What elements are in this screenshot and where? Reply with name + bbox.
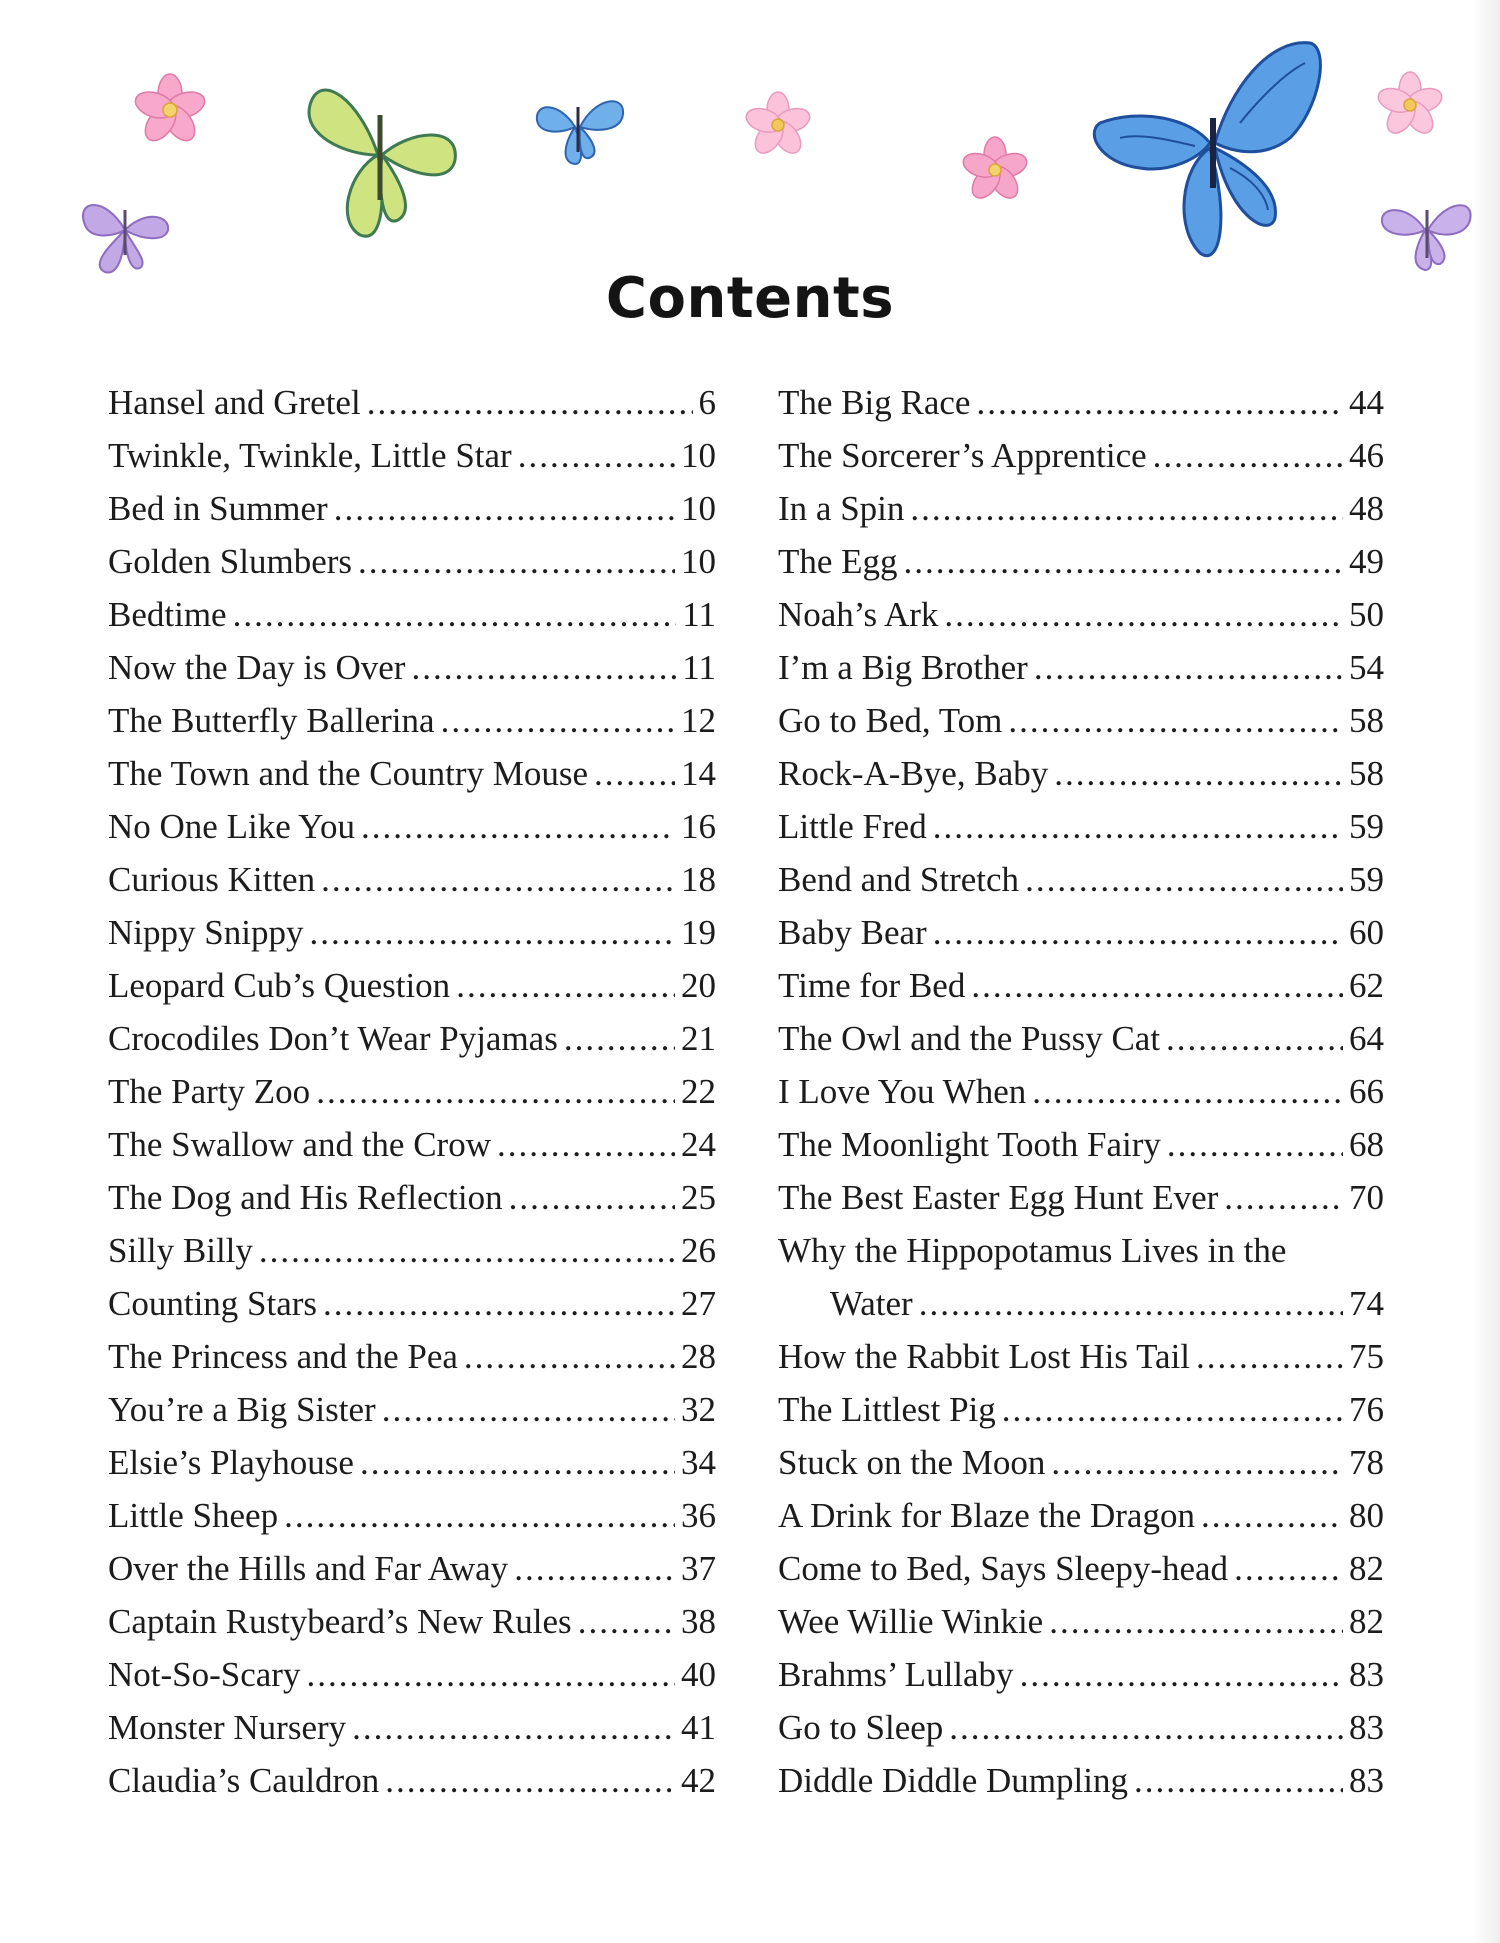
- dot-leader: [594, 747, 675, 800]
- toc-entry: [778, 1542, 1384, 1595]
- dot-leader: [233, 588, 677, 641]
- toc-entry: [108, 641, 716, 694]
- toc-entry-title: Diddle Diddle Dumpling: [778, 1761, 1128, 1800]
- dot-leader: [971, 959, 1343, 1012]
- toc-entry-title: The Butterfly Ballerina: [108, 701, 435, 740]
- toc-entry: [778, 1171, 1384, 1224]
- toc-entry-title: Curious Kitten: [108, 860, 316, 899]
- toc-entry-title: Bedtime: [108, 595, 227, 634]
- contents-column-right: [778, 376, 1384, 1807]
- dot-leader: [1134, 1754, 1343, 1807]
- toc-entry-title: The Best Easter Egg Hunt Ever: [778, 1178, 1219, 1217]
- toc-entry: [778, 1065, 1384, 1118]
- toc-entry-page: 62: [1349, 966, 1384, 1005]
- toc-entry: [778, 1330, 1384, 1383]
- toc-entry-page: 58: [1349, 701, 1384, 740]
- toc-entry-page: 24: [681, 1125, 716, 1164]
- toc-entry-page: 21: [681, 1019, 716, 1058]
- dot-leader: [1054, 747, 1343, 800]
- toc-entry-title: Crocodiles Don’t Wear Pyjamas: [108, 1019, 558, 1058]
- toc-entry: [108, 694, 716, 747]
- toc-entry-title: Little Fred: [778, 807, 927, 846]
- toc-entry-title: Why the Hippopotamus Lives in the: [778, 1231, 1287, 1270]
- toc-entry-page: 83: [1349, 1655, 1384, 1694]
- toc-entry-title: Rock-A-Bye, Baby: [778, 754, 1049, 793]
- dot-leader: [1049, 1595, 1343, 1648]
- toc-entry-title: The Littlest Pig: [778, 1390, 996, 1429]
- dot-leader: [309, 906, 675, 959]
- dot-leader: [1224, 1171, 1343, 1224]
- dot-leader: [1032, 1065, 1343, 1118]
- toc-entry: [108, 959, 716, 1012]
- toc-entry-page: 68: [1349, 1125, 1384, 1164]
- toc-entry: [108, 376, 716, 429]
- toc-entry: [778, 1224, 1384, 1277]
- toc-entry: [778, 429, 1384, 482]
- toc-entry: [108, 1542, 716, 1595]
- dot-leader: [323, 1277, 675, 1330]
- toc-entry-page: 18: [681, 860, 716, 899]
- toc-entry-title: The Swallow and the Crow: [108, 1125, 491, 1164]
- toc-entry: [108, 535, 716, 588]
- toc-entry-page: 82: [1349, 1549, 1384, 1588]
- toc-entry-title: Captain Rustybeard’s New Rules: [108, 1602, 572, 1641]
- dot-leader: [976, 376, 1343, 429]
- toc-entry: [108, 747, 716, 800]
- toc-entry: [778, 1436, 1384, 1489]
- dot-leader: [497, 1118, 675, 1171]
- toc-entry-title: Counting Stars: [108, 1284, 318, 1323]
- dot-leader: [904, 535, 1343, 588]
- toc-entry-page: 80: [1349, 1496, 1384, 1535]
- toc-entry-page: 37: [681, 1549, 716, 1588]
- toc-entry-page: 59: [1349, 807, 1384, 846]
- dot-leader: [919, 1277, 1343, 1330]
- toc-entry-title: Brahms’ Lullaby: [778, 1655, 1014, 1694]
- toc-entry: [108, 906, 716, 959]
- toc-entry-title: Elsie’s Playhouse: [108, 1443, 354, 1482]
- dot-leader: [382, 1383, 675, 1436]
- toc-entry: [108, 800, 716, 853]
- toc-entry: [108, 1701, 716, 1754]
- dot-leader: [1201, 1489, 1343, 1542]
- toc-entry-title: Claudia’s Cauldron: [108, 1761, 380, 1800]
- dot-leader: [1167, 1118, 1343, 1171]
- toc-entry-title: Hansel and Gretel: [108, 383, 361, 422]
- toc-entry-page: 10: [681, 542, 716, 581]
- green-butterfly-icon: [290, 60, 470, 250]
- toc-entry-title: Go to Bed, Tom: [778, 701, 1003, 740]
- toc-entry-title: Not-So-Scary: [108, 1655, 301, 1694]
- pink-flower-icon: [955, 130, 1035, 210]
- dot-leader: [518, 429, 675, 482]
- dot-leader: [385, 1754, 675, 1807]
- toc-entry: [108, 1595, 716, 1648]
- dot-leader: [933, 906, 1343, 959]
- toc-entry: [108, 1330, 716, 1383]
- toc-entry-page: 60: [1349, 913, 1384, 952]
- toc-entry-page: 78: [1349, 1443, 1384, 1482]
- toc-entry-title: Nippy Snippy: [108, 913, 304, 952]
- toc-entry-title: Little Sheep: [108, 1496, 279, 1535]
- dot-leader: [1002, 1383, 1343, 1436]
- dot-leader: [1166, 1012, 1343, 1065]
- toc-entry-title: The Dog and His Reflection: [108, 1178, 503, 1217]
- toc-entry: [108, 1118, 716, 1171]
- toc-entry-page: 32: [681, 1390, 716, 1429]
- dot-leader: [578, 1595, 675, 1648]
- toc-entry-title: The Owl and the Pussy Cat: [778, 1019, 1161, 1058]
- toc-entry-page: 11: [682, 648, 716, 687]
- toc-entry-page: 19: [681, 913, 716, 952]
- toc-entry-page: 20: [681, 966, 716, 1005]
- toc-entry: [778, 1754, 1384, 1807]
- dot-leader: [259, 1224, 675, 1277]
- toc-entry-title: Baby Bear: [778, 913, 927, 952]
- toc-entry-page: 25: [681, 1178, 716, 1217]
- toc-entry-page: 26: [681, 1231, 716, 1270]
- toc-entry-page: 11: [682, 595, 716, 634]
- page-title: Contents: [605, 265, 895, 331]
- toc-entry-title: Water: [830, 1284, 913, 1323]
- toc-entry-title: How the Rabbit Lost His Tail: [778, 1337, 1191, 1376]
- dot-leader: [334, 482, 675, 535]
- toc-entry: [108, 1277, 716, 1330]
- dot-leader: [352, 1701, 675, 1754]
- dot-leader: [514, 1542, 675, 1595]
- toc-entry-page: 70: [1349, 1178, 1384, 1217]
- dot-leader: [358, 535, 675, 588]
- toc-entry-page: 12: [681, 701, 716, 740]
- toc-entry: [108, 1489, 716, 1542]
- dot-leader: [284, 1489, 675, 1542]
- toc-entry-page: 44: [1349, 383, 1384, 422]
- dot-leader: [411, 641, 676, 694]
- pink-flower-icon: [130, 70, 210, 150]
- toc-entry-page: 10: [681, 489, 716, 528]
- dot-leader: [1196, 1330, 1343, 1383]
- toc-entry-title: Bend and Stretch: [778, 860, 1020, 899]
- toc-entry-title: A Drink for Blaze the Dragon: [778, 1496, 1195, 1535]
- toc-entry: [778, 482, 1384, 535]
- toc-entry-page: 27: [681, 1284, 716, 1323]
- toc-entry: [778, 1277, 1384, 1330]
- dot-leader: [944, 588, 1343, 641]
- toc-entry-page: 59: [1349, 860, 1384, 899]
- toc-entry-page: 54: [1349, 648, 1384, 687]
- toc-entry: [778, 800, 1384, 853]
- toc-entry-page: 49: [1349, 542, 1384, 581]
- toc-entry: [108, 1065, 716, 1118]
- toc-entry: [778, 376, 1384, 429]
- contents-column-left: [108, 376, 716, 1807]
- dot-leader: [1234, 1542, 1343, 1595]
- dot-leader: [949, 1701, 1343, 1754]
- dot-leader: [564, 1012, 675, 1065]
- toc-entry-title: The Sorcerer’s Apprentice: [778, 436, 1147, 475]
- toc-entry-page: 16: [681, 807, 716, 846]
- toc-entry-title: The Party Zoo: [108, 1072, 311, 1111]
- toc-entry: [108, 1012, 716, 1065]
- toc-entry-title: The Big Race: [778, 383, 971, 422]
- toc-entry: [778, 853, 1384, 906]
- toc-entry: [108, 429, 716, 482]
- toc-entry-title: In a Spin: [778, 489, 905, 528]
- toc-entry-page: 22: [681, 1072, 716, 1111]
- toc-entry-title: Bed in Summer: [108, 489, 328, 528]
- dot-leader: [456, 959, 675, 1012]
- toc-entry: [778, 694, 1384, 747]
- dot-leader: [910, 482, 1343, 535]
- dot-leader: [367, 376, 693, 429]
- toc-entry-page: 41: [681, 1708, 716, 1747]
- toc-entry-title: Come to Bed, Says Sleepy-head: [778, 1549, 1229, 1588]
- toc-entry-title: Over the Hills and Far Away: [108, 1549, 509, 1588]
- toc-entry-title: The Moonlight Tooth Fairy: [778, 1125, 1161, 1164]
- toc-entry-page: 83: [1349, 1761, 1384, 1800]
- dot-leader: [1051, 1436, 1343, 1489]
- toc-entry-page: 74: [1349, 1284, 1384, 1323]
- dot-leader: [509, 1171, 675, 1224]
- toc-entry-page: 76: [1349, 1390, 1384, 1429]
- toc-entry-title: You’re a Big Sister: [108, 1390, 376, 1429]
- dot-leader: [361, 800, 675, 853]
- toc-entry: [778, 641, 1384, 694]
- toc-entry: [108, 1648, 716, 1701]
- toc-entry: [778, 588, 1384, 641]
- toc-entry-title: Wee Willie Winkie: [778, 1602, 1044, 1641]
- toc-entry-page: 58: [1349, 754, 1384, 793]
- toc-entry: [778, 1595, 1384, 1648]
- toc-entry-page: 40: [681, 1655, 716, 1694]
- toc-entry-page: 66: [1349, 1072, 1384, 1111]
- toc-entry-page: 83: [1349, 1708, 1384, 1747]
- dot-leader: [464, 1330, 675, 1383]
- toc-entry: [108, 588, 716, 641]
- dot-leader: [1153, 429, 1343, 482]
- toc-entry: [778, 906, 1384, 959]
- toc-entry-title: The Egg: [778, 542, 898, 581]
- toc-entry-title: Time for Bed: [778, 966, 966, 1005]
- blue-butterfly-icon: [525, 82, 635, 172]
- toc-entry-title: Noah’s Ark: [778, 595, 939, 634]
- toc-entry: [108, 1754, 716, 1807]
- toc-entry: [108, 1383, 716, 1436]
- toc-entry-title: The Town and the Country Mouse: [108, 754, 589, 793]
- toc-entry-page: 28: [681, 1337, 716, 1376]
- toc-entry-title: Twinkle, Twinkle, Little Star: [108, 436, 512, 475]
- toc-entry: [108, 482, 716, 535]
- toc-entry: [778, 1489, 1384, 1542]
- toc-entry-page: 46: [1349, 436, 1384, 475]
- toc-entry-page: 34: [681, 1443, 716, 1482]
- dot-leader: [1008, 694, 1343, 747]
- toc-entry-title: Go to Sleep: [778, 1708, 944, 1747]
- toc-entry: [778, 747, 1384, 800]
- toc-entry: [108, 1171, 716, 1224]
- toc-entry: [778, 1118, 1384, 1171]
- toc-entry-title: Now the Day is Over: [108, 648, 406, 687]
- toc-entry-title: Leopard Cub’s Question: [108, 966, 451, 1005]
- toc-entry-page: 6: [698, 383, 716, 422]
- toc-entry-page: 36: [681, 1496, 716, 1535]
- toc-entry-page: 38: [681, 1602, 716, 1641]
- dot-leader: [1034, 641, 1343, 694]
- toc-entry: [108, 1436, 716, 1489]
- toc-entry-page: 10: [681, 436, 716, 475]
- dot-leader: [1020, 1648, 1343, 1701]
- dot-leader: [321, 853, 675, 906]
- toc-entry: [778, 959, 1384, 1012]
- toc-entry-page: 48: [1349, 489, 1384, 528]
- toc-entry-title: Silly Billy: [108, 1231, 253, 1270]
- toc-entry-page: 64: [1349, 1019, 1384, 1058]
- toc-entry-page: 75: [1349, 1337, 1384, 1376]
- toc-entry-title: The Princess and the Pea: [108, 1337, 458, 1376]
- toc-entry: [108, 853, 716, 906]
- toc-entry: [108, 1224, 716, 1277]
- toc-entry: [778, 1383, 1384, 1436]
- pink-flower-icon: [738, 85, 818, 165]
- toc-entry-page: 14: [681, 754, 716, 793]
- toc-entry-page: 50: [1349, 595, 1384, 634]
- toc-entry-title: I’m a Big Brother: [778, 648, 1028, 687]
- toc-entry-page: 82: [1349, 1602, 1384, 1641]
- toc-entry-page: 42: [681, 1761, 716, 1800]
- blue-butterfly-icon: [1080, 28, 1330, 268]
- dot-leader: [360, 1436, 675, 1489]
- dot-leader: [316, 1065, 675, 1118]
- toc-entry-title: Golden Slumbers: [108, 542, 353, 581]
- dot-leader: [441, 694, 675, 747]
- dot-leader: [933, 800, 1343, 853]
- dot-leader: [306, 1648, 675, 1701]
- toc-entry: [778, 1012, 1384, 1065]
- toc-entry-title: I Love You When: [778, 1072, 1027, 1111]
- dot-leader: [1025, 853, 1343, 906]
- toc-entry-title: No One Like You: [108, 807, 355, 846]
- toc-entry-title: Stuck on the Moon: [778, 1443, 1046, 1482]
- toc-entry: [778, 1701, 1384, 1754]
- toc-entry: [778, 535, 1384, 588]
- toc-entry: [778, 1648, 1384, 1701]
- pink-flower-icon: [1370, 65, 1450, 145]
- toc-entry-title: Monster Nursery: [108, 1708, 347, 1747]
